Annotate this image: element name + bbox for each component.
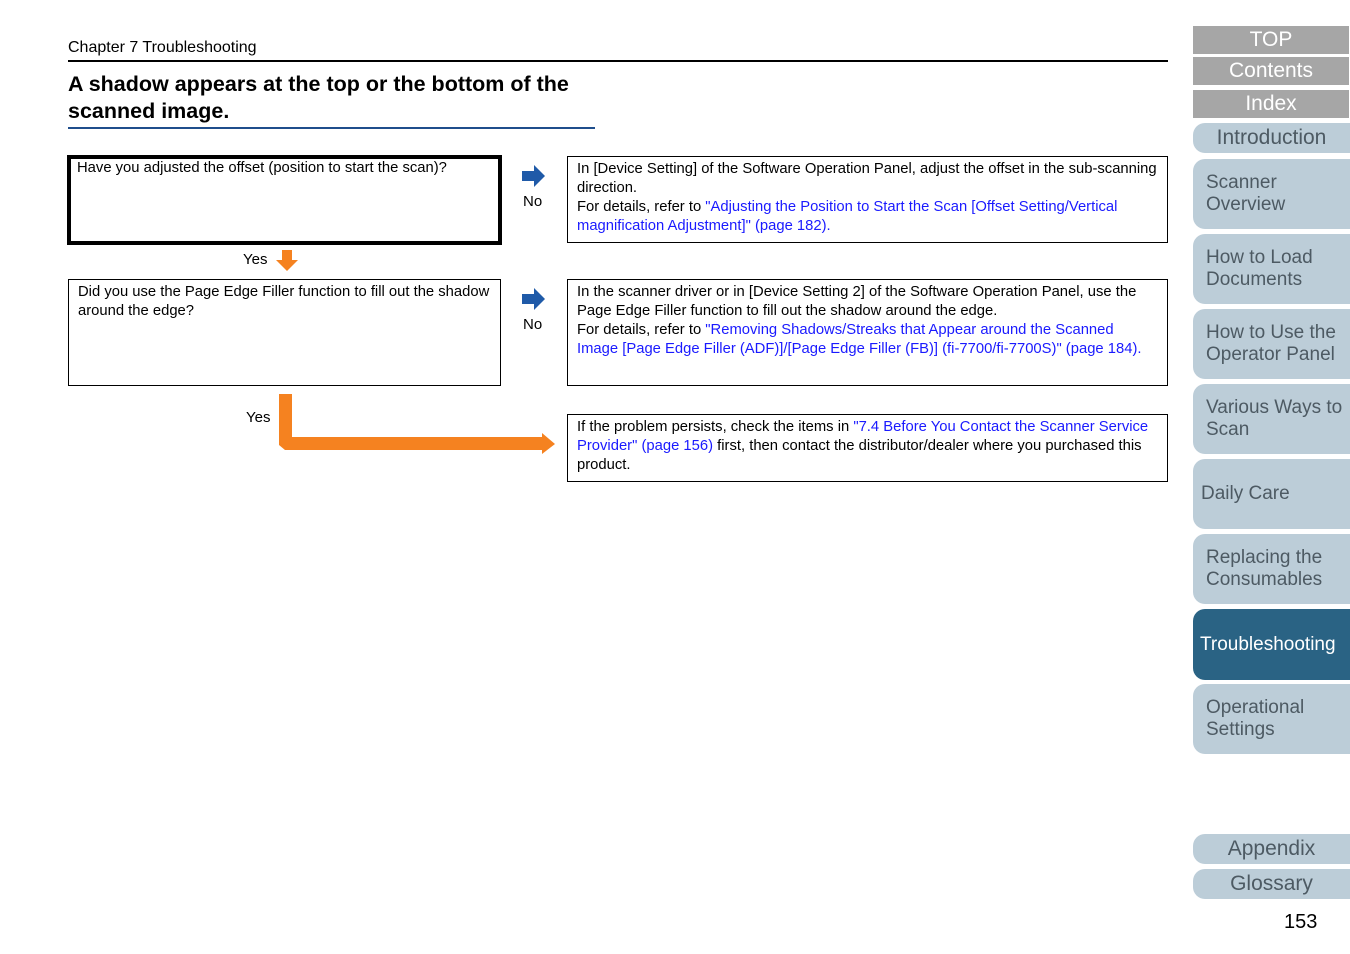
nav-index-button[interactable]: Index <box>1193 90 1349 118</box>
offset-setting-link[interactable]: "Adjusting the Position to Start the Scan [Offset Setting/Vertical magnification Adjustment]" (page 182) <box>577 199 1118 234</box>
tab-daily-care[interactable]: Daily Care <box>1193 459 1350 529</box>
answer-2-box <box>567 279 1168 386</box>
contact-provider-link[interactable]: "7.4 Before You Contact the Scanner Service Provider" (page 156) <box>577 419 1149 454</box>
no-label-1: No <box>523 193 543 210</box>
question-2-box <box>68 279 501 386</box>
tab-glossary[interactable]: Glossary <box>1193 869 1350 899</box>
yes-arrow-2-icon <box>278 393 558 455</box>
answer-2-ref-suffix: . <box>1137 341 1142 357</box>
chapter-header: Chapter 7 Troubleshooting <box>68 39 257 56</box>
page-title <box>68 71 608 125</box>
tab-introduction[interactable]: Introduction <box>1193 123 1350 153</box>
tab-troubleshooting[interactable]: Troubleshooting <box>1193 609 1350 680</box>
answer-3-text <box>577 418 1158 475</box>
tab-how-to-load-documents[interactable]: How to Load Documents <box>1193 234 1350 304</box>
tab-replacing-consumables[interactable]: Replacing the Consumables <box>1193 534 1350 604</box>
title-line-1: A shadow appears at the top or the bottom of the <box>68 72 569 96</box>
yes-label-1: Yes <box>243 251 268 268</box>
answer-1-text: In [Device Setting] of the Software Operation Panel, adjust the offset in the sub-scanning direction. <box>577 161 1157 196</box>
title-line-2: scanned image. <box>68 99 230 123</box>
yes-arrow-1-icon <box>276 250 298 272</box>
question-1-text: Have you adjusted the offset (position to start the scan)? <box>77 160 447 176</box>
no-arrow-1-icon <box>522 165 546 187</box>
answer-1-ref <box>577 198 1158 236</box>
question-2-text: Did you use the Page Edge Filler function to fill out the shadow around the edge? <box>78 284 490 319</box>
answer-3-box <box>567 414 1168 482</box>
answer-2-ref <box>577 321 1158 359</box>
nav-contents-button[interactable]: Contents <box>1193 57 1349 85</box>
answer-3-suffix: first, then contact the distributor/dealer where you purchased this product. <box>577 438 1142 473</box>
answer-1-ref-prefix: For details, refer to <box>577 199 706 215</box>
no-arrow-2-icon <box>522 288 546 310</box>
answer-2-ref-prefix: For details, refer to <box>577 322 706 338</box>
answer-3-prefix: If the problem persists, check the items in <box>577 419 854 435</box>
answer-2-text: In the scanner driver or in [Device Setting 2] of the Software Operation Panel, use the Page Edge Filler function to fill out the shadow around the edge. <box>577 284 1137 319</box>
answer-1-ref-suffix: . <box>826 218 831 234</box>
header-rule <box>68 60 1168 62</box>
answer-1-box <box>567 156 1168 243</box>
yes-label-2: Yes <box>246 409 271 426</box>
tab-scanner-overview[interactable]: Scanner Overview <box>1193 159 1350 229</box>
title-underline <box>68 127 595 129</box>
nav-top-button[interactable]: TOP <box>1193 26 1349 54</box>
no-label-2: No <box>523 316 543 333</box>
tab-appendix[interactable]: Appendix <box>1193 834 1350 864</box>
tab-various-ways-to-scan[interactable]: Various Ways to Scan <box>1193 384 1350 454</box>
tab-operator-panel[interactable]: How to Use the Operator Panel <box>1193 309 1350 379</box>
page-number: 153 <box>1284 911 1318 933</box>
page-edge-filler-link[interactable]: "Removing Shadows/Streaks that Appear around the Scanned Image [Page Edge Filler (ADF)]/[Page Edge Filler (FB)] (fi-7700/fi-7700S)" (page 184) <box>577 322 1138 357</box>
question-1-box <box>67 155 502 245</box>
tab-operational-settings[interactable]: Operational Settings <box>1193 684 1350 754</box>
